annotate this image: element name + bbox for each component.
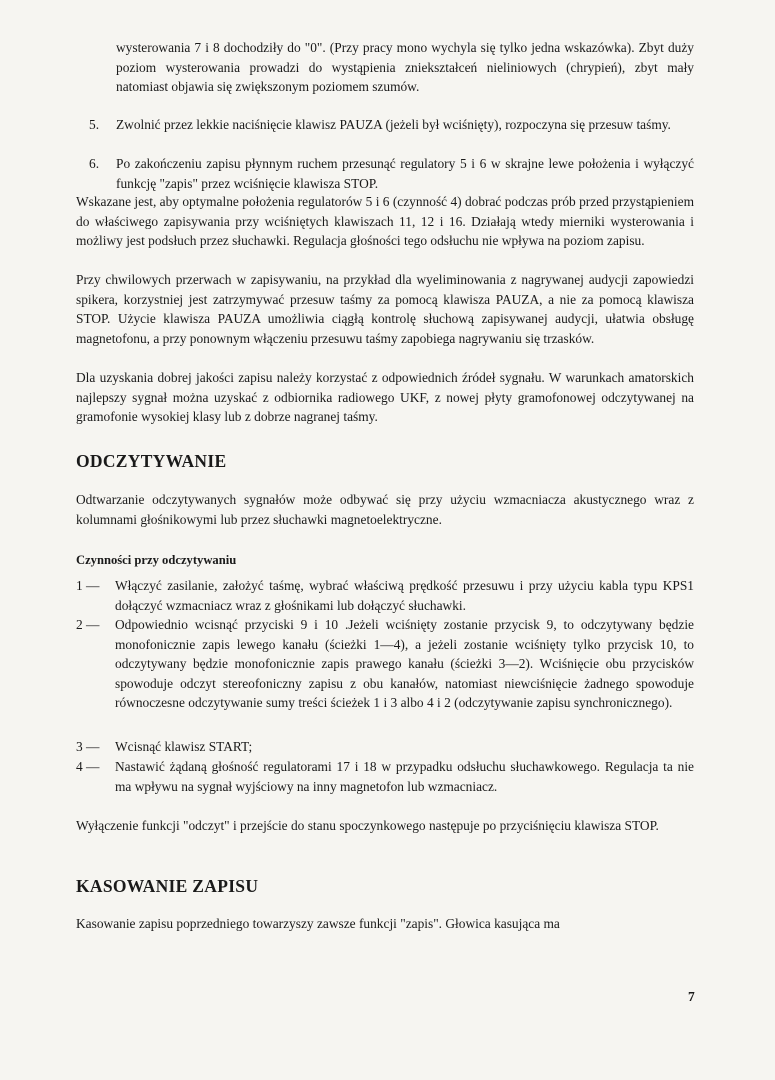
paragraph-kasowanie: Kasowanie zapisu poprzedniego towarzyszy zawsze funkcji "zapis". Głowica kasująca ma (76, 916, 560, 931)
list-item-4: 4 — Nastawić żądaną głośność regulatorami 17 i 18 w przypadku odsłuchu słuchawkowego. Regulacja ta nie ma wpływu na sygnał wyjściowy na inny magnetofon lub wzmacniacz. (76, 759, 694, 794)
paragraph-przerwy: Przy chwilowych przerwach w zapisywaniu, na przykład dla wyeliminowania z nagrywanej audycji zapowiedzi spikera, korzystniej jest zatrzymywać przesuw taśmy za pomocą klawisza PAUZA, a nie za pomocą klawisza STOP. Użycie klawisza PAUZA umożliwia ciągłą kontrolę słuchową zapisywanej audycji, ułatwia obsługę magnetofonu, a przy ponownym włączeniu przesuwu taśmy zapobiega nagrywaniu się trzasków. (76, 272, 694, 346)
paragraph-wylaczenie: Wyłączenie funkcji "odczyt" i przejście do stanu spoczynkowego następuje po przyciśnięciu klawisza STOP. (76, 818, 659, 833)
page-number: 7 (688, 989, 695, 1004)
heading-odczytywanie: ODCZYTYWANIE (76, 451, 227, 471)
continuation-paragraph: wysterowania 7 i 8 dochodziły do "0". (Przy pracy mono wychyla się tylko jedna wskazówka). Zbyt duży poziom wysterowania prowadzi do wystąpienia zniekształceń nieliniowych (chrypień), zbyt mały natomiast objawia się zwiększonym poziomem szumów. (116, 40, 694, 95)
paragraph-wskazane: Wskazane jest, aby optymalne położenia regulatorów 5 i 6 (czynność 4) dobrać podczas prób przed przystąpieniem do właściwego zapisywania przy wciśniętych klawiszach 11, 12 i 16. Działają wtedy mierniki wysterowania i możliwy jest podsłuch przez słuchawki. Regulacja głośności tego odsłuchu nie wpływa na poziom zapisu. (76, 194, 694, 249)
list-item-5: 5. Zwolnić przez lekkie naciśnięcie klawisz PAUZA (jeżeli był wciśnięty), rozpoczyna się przesuw taśmy. (89, 117, 671, 132)
list-item-2: 2 — Odpowiednio wcisnąć przyciski 9 i 10 .Jeżeli wciśnięty zostanie przycisk 9, to odczytywany będzie monofonicznie zapis lewego kanału (ścieżki 1—4), a jeżeli zostanie wciśnięty tylko przycisk 10, to odczytywany będzie monofonicznie zapis prawego kanału (ścieżki 3—2). Wciśnięcie obu przycisków spowoduje odczyt stereofoniczny zapisu z obu kanałów, natomiast niewciśnięcie żadnego spowoduje równoczesne odczytywanie sumy treści ścieżek 1 i 3 albo 4 i 2 (odczytywanie zapisu synchronicznego). (76, 617, 694, 711)
list-item-3: 3 — Wcisnąć klawisz START; (76, 739, 253, 754)
list-item-6: 6. Po zakończeniu zapisu płynnym ruchem przesunąć regulatory 5 i 6 w skrajne lewe położenia i wyłączyć funkcję "zapis" przez wciśnięcie klawisza STOP. (89, 156, 694, 191)
paragraph-odczyt: Odtwarzanie odczytywanych sygnałów może odbywać się przy użyciu wzmacniacza akustycznego wraz z kolumnami głośnikowymi lub przez słuchawki magnetoelektryczne. (76, 492, 694, 527)
heading-kasowanie: KASOWANIE ZAPISU (76, 876, 259, 896)
subheading-czynnosci: Czynności przy odczytywaniu (76, 553, 237, 567)
list-item-1: 1 — Włączyć zasilanie, założyć taśmę, wybrać właściwą prędkość przesuwu i przy użyciu kabla typu KPS1 dołączyć wzmacniacz wraz z głośnikami lub dołączyć słuchawki. (76, 578, 694, 613)
paragraph-jakosc: Dla uzyskania dobrej jakości zapisu należy korzystać z odpowiednich źródeł sygnału. W warunkach amatorskich najlepszy sygnał można uzyskać z odbiornika radiowego UKF, z nowej płyty gramofonowej odczytywanej na gramofonie wysokiej klasy lub z dobrze nagranej taśmy. (76, 370, 694, 425)
